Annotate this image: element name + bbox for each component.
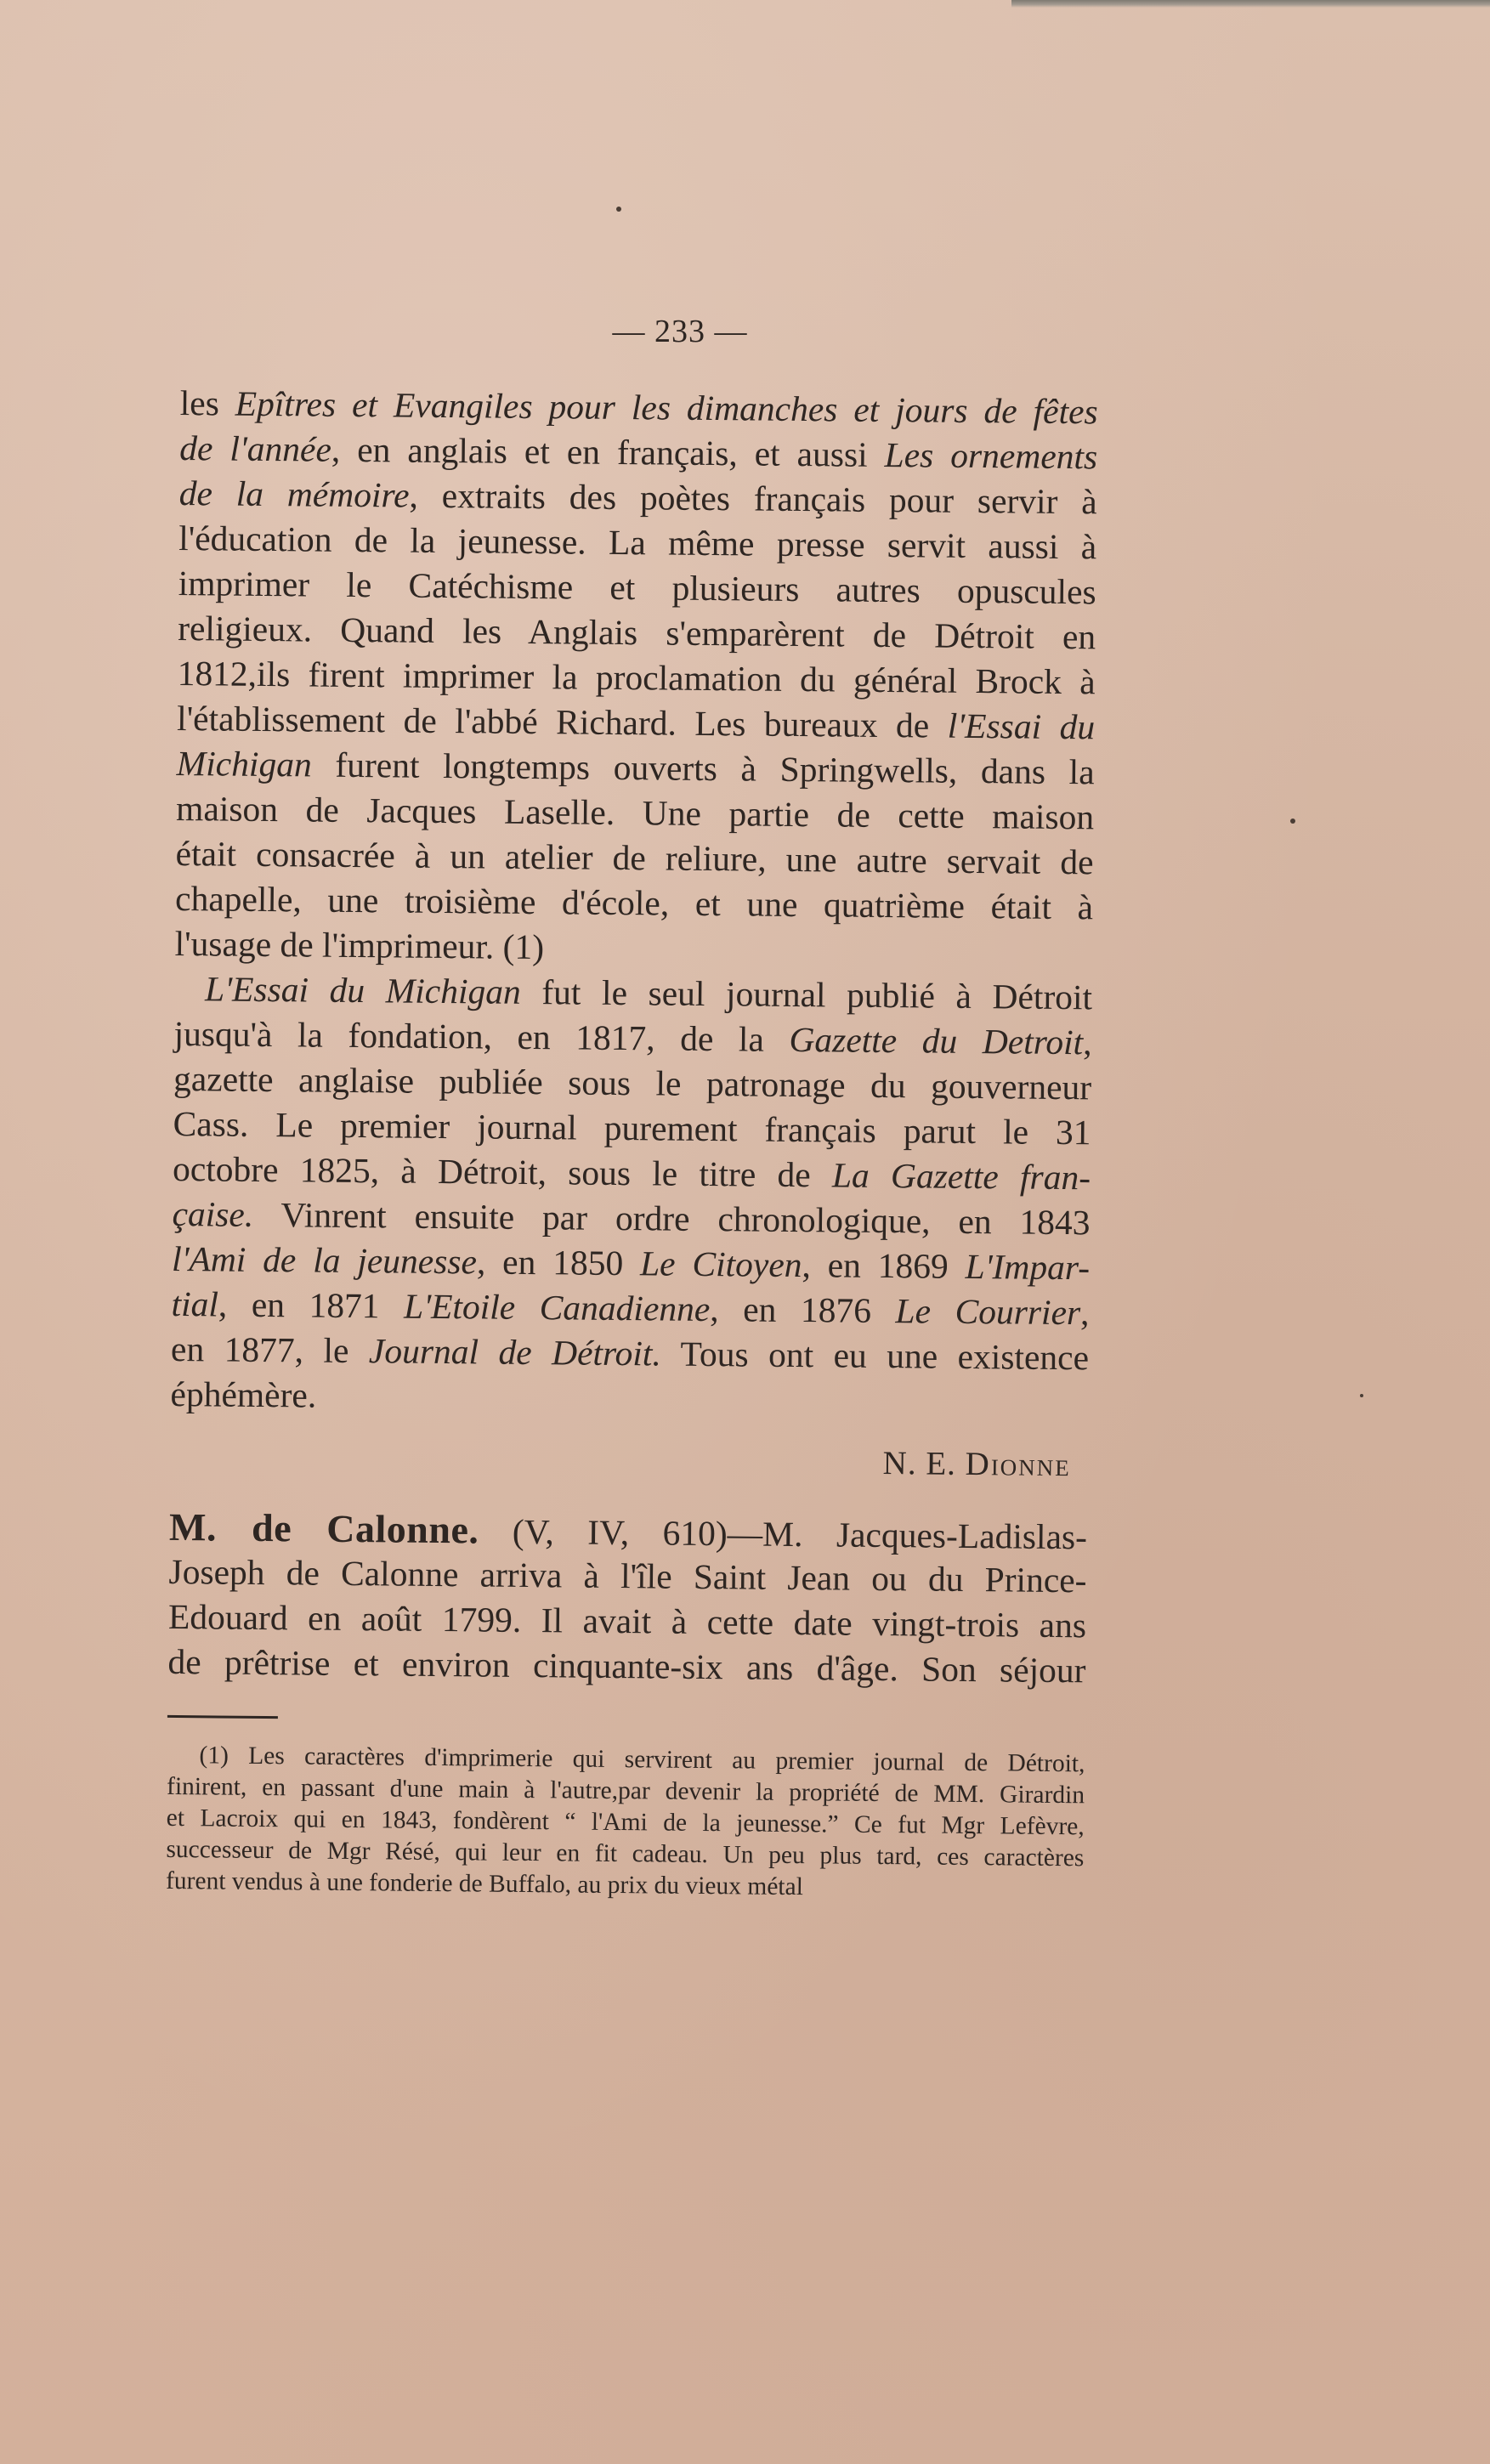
text-run: l'établissement de l'abbé Richard. Les bureaux de — [176, 698, 948, 745]
text-run: , en 1850 — [476, 1242, 641, 1283]
text-run: les — [179, 382, 236, 423]
italic-title: Journal de Détroit. — [368, 1331, 662, 1374]
italic-title: Gazette du Detroit — [789, 1019, 1084, 1062]
text-run: 1812,ils firent imprimer la proclamation du général Brock à — [177, 653, 1096, 702]
italic-title: L'Impar- — [965, 1246, 1091, 1288]
text-run: jusqu'à la fondation, en 1817, de la — [173, 1013, 790, 1059]
text-run: imprimer le Catéchisme et plusieurs autres opuscules — [178, 563, 1096, 612]
text-run: , en 1876 — [710, 1289, 896, 1331]
text-run: Vinrent ensuite par ordre chronologique, en 1843 — [253, 1194, 1091, 1243]
italic-title: l'Essai du — [947, 705, 1096, 747]
text-run: était consacrée à un atelier de reliure, une autre servait de — [175, 833, 1094, 882]
page-top-edge-shadow — [1011, 0, 1490, 8]
footnote-line: furent vendus à une fonderie de Buffalo, au prix du vieux métal — [165, 1866, 804, 1901]
text-run: Edouard en août 1799. Il avait à cette date vingt-trois ans — [167, 1596, 1087, 1645]
italic-title: çaise. — [172, 1193, 254, 1234]
text-run: , extraits des poètes français pour servir à — [409, 475, 1097, 522]
footnote-line: et Lacroix qui en 1843, fondèrent “ l'Ami de la jeunesse.” Ce fut Mgr Lefèvre, — [166, 1804, 1085, 1841]
text-run: de prêtrise et environ cinquante-six ans d'âge. Son séjour — [167, 1641, 1086, 1691]
italic-title: tial — [171, 1283, 219, 1324]
text-run: furent longtemps ouverts à Springwells, dans la — [311, 745, 1095, 792]
italic-title: Le Citoyen — [639, 1243, 802, 1285]
text-run: chapelle, une troisième d'école, et une quatrième était à — [174, 878, 1094, 927]
text-run: , en 1871 — [218, 1284, 405, 1326]
italic-title: l'Ami de la jeunesse — [171, 1238, 478, 1282]
text-run: gazette anglaise publiée sous le patronage du gouverneur — [173, 1058, 1092, 1107]
entry-heading: M. de Calonne. — [168, 1504, 479, 1552]
italic-title: La Gazette fran- — [831, 1155, 1091, 1198]
text-run: éphémère. — [170, 1374, 317, 1415]
text-run: Tous ont eu une existence — [660, 1334, 1090, 1378]
italic-title: Michigan — [176, 743, 312, 785]
footnotes — [166, 1740, 1085, 1906]
text-run: (V, IV, 610)—M. Jacques-Ladislas- — [479, 1511, 1088, 1557]
signature-surname: Dionne — [965, 1445, 1072, 1484]
text-run: l'éducation de la jeunesse. La même presse servit aussi à — [178, 518, 1097, 567]
footnote-line: finirent, en passant d'une main à l'autre,par devenir la propriété de MM. Girardin — [166, 1772, 1085, 1810]
text-run: octobre 1825, à Détroit, sous le titre de — [172, 1148, 833, 1195]
italic-title: Le Courrier — [895, 1291, 1081, 1333]
italic-title: Les ornements — [884, 434, 1098, 477]
italic-title: de l'année — [179, 428, 332, 469]
footnote-line: successeur de Mgr Résé, qui leur en fit cadeau. Un peu plus tard, ces caractères — [166, 1835, 1085, 1872]
text-line — [167, 1640, 1085, 1693]
ink-speck — [616, 207, 621, 212]
footnote-separator-rule — [167, 1715, 278, 1719]
italic-title: L'Etoile Canadienne — [403, 1286, 711, 1329]
ink-speck — [1360, 1394, 1363, 1397]
text-run: , en anglais et en français, et aussi — [331, 429, 885, 474]
page-number: — 233 — — [612, 314, 748, 349]
italic-title: L'Essai du Michigan — [204, 969, 521, 1011]
text-run: , — [1082, 1022, 1092, 1062]
ink-speck — [1290, 819, 1295, 824]
calonne-entry — [167, 1504, 1087, 1693]
text-run: maison de Jacques Laselle. Une partie de cette maison — [175, 788, 1095, 837]
text-run: fut le seul journal publié à Détroit — [520, 971, 1093, 1017]
text-run: Joseph de Calonne arriva à l'île Saint Jean ou du Prince- — [168, 1551, 1087, 1600]
text-run: l'usage de l'imprimeur. (1) — [174, 923, 545, 967]
footnote-line: (1) Les caractères d'imprimerie qui servirent au premier journal de Détroit, — [199, 1742, 1085, 1778]
text-run: , en 1869 — [802, 1245, 966, 1286]
text-run: religieux. Quand les Anglais s'emparèrent de Détroit en — [177, 608, 1096, 657]
calonne-entry-lines — [167, 1504, 1087, 1693]
text-line — [170, 1372, 1088, 1425]
text-run: en 1877, le — [170, 1328, 370, 1371]
text-run: , — [1079, 1293, 1090, 1333]
article-text — [166, 381, 1098, 1906]
author-signature — [170, 1434, 1088, 1487]
italic-title: Epîtres et Evangiles pour les dimanches et jours de fêtes — [235, 383, 1098, 432]
italic-title: de la mémoire — [178, 473, 410, 515]
body-paragraphs — [170, 381, 1098, 1425]
text-run: Cass. Le premier journal purement français parut le 31 — [173, 1103, 1091, 1153]
signature-initials: N. E. — [882, 1444, 966, 1482]
